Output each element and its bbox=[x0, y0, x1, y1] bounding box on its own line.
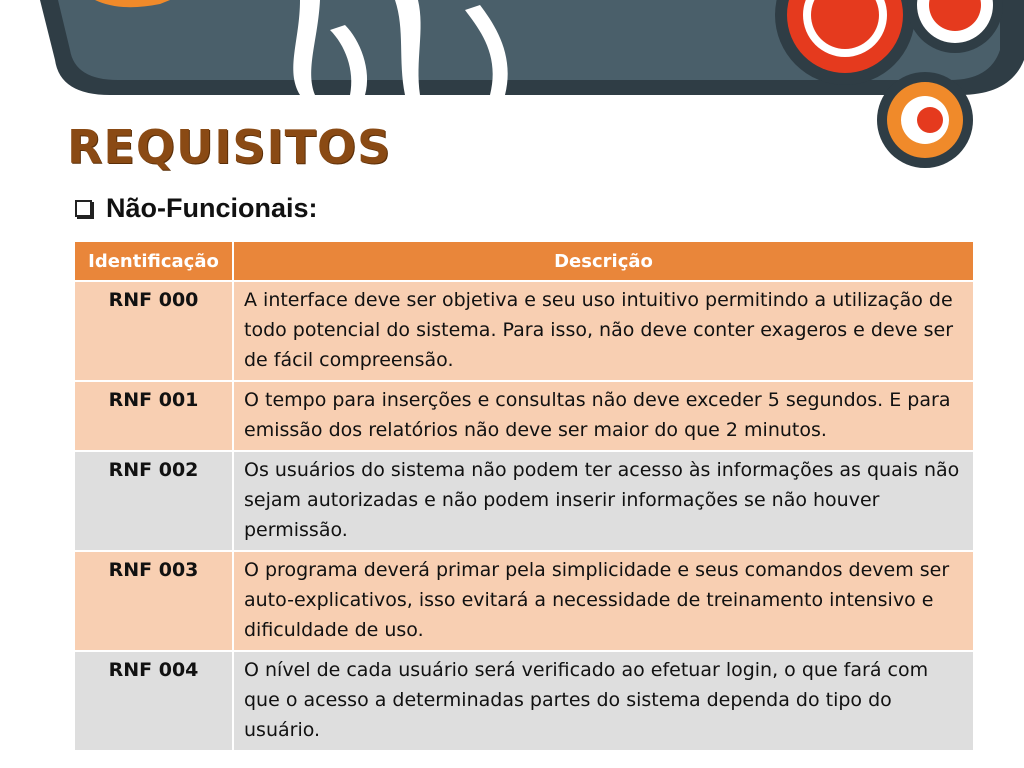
requirement-description: O programa deverá primar pela simplicidade e seus comandos devem ser auto-explicativos, isso evitará a necessidade de treinamento intensivo e dificuldade de uso. bbox=[233, 551, 974, 651]
requirement-id: RNF 002 bbox=[74, 451, 233, 551]
requirement-id: RNF 003 bbox=[74, 551, 233, 651]
checkbox-bullet-icon bbox=[75, 200, 92, 217]
subtitle-bullet bbox=[75, 193, 318, 224]
requirement-description: O nível de cada usuário será verificado ao efetuar login, o que fará com que o acesso a determinadas partes do sistema dependa do tipo do usuário. bbox=[233, 651, 974, 751]
column-header-descricao: Descrição bbox=[233, 241, 974, 281]
requirement-description: Os usuários do sistema não podem ter acesso às informações as quais não sejam autorizadas e não podem inserir informações se não houver permissão. bbox=[233, 451, 974, 551]
requirement-id: RNF 000 bbox=[74, 281, 233, 381]
table-body bbox=[74, 281, 974, 751]
slide-title: REQUISITOS bbox=[67, 120, 392, 174]
table-row bbox=[74, 451, 974, 551]
requirement-description: A interface deve ser objetiva e seu uso intuitivo permitindo a utilização de todo potencial do sistema. Para isso, não deve conter exageros e deve ser de fácil compreensão. bbox=[233, 281, 974, 381]
requirements-table bbox=[73, 240, 975, 752]
requirement-id: RNF 004 bbox=[74, 651, 233, 751]
table-header-row bbox=[74, 241, 974, 281]
table-row bbox=[74, 281, 974, 381]
subtitle-text: Não-Funcionais: bbox=[106, 193, 318, 223]
requirement-description: O tempo para inserções e consultas não deve exceder 5 segundos. E para emissão dos relatórios não deve ser maior do que 2 minutos. bbox=[233, 381, 974, 451]
requirement-id: RNF 001 bbox=[74, 381, 233, 451]
table-row bbox=[74, 651, 974, 751]
table-row bbox=[74, 381, 974, 451]
column-header-identificacao: Identificação bbox=[74, 241, 233, 281]
table-row bbox=[74, 551, 974, 651]
